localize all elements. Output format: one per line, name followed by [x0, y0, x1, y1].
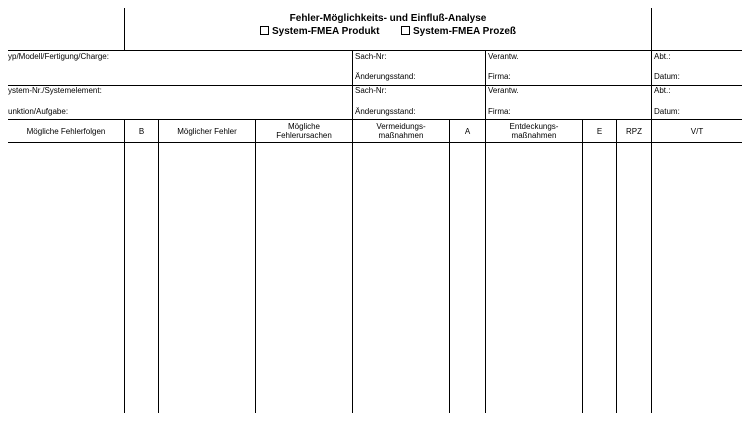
datum-label: Datum: — [654, 107, 680, 116]
sach-nr-field-2[interactable] — [353, 86, 486, 120]
sach-nr-field-1[interactable] — [353, 51, 486, 86]
col-header-rpz: RPZ — [617, 120, 652, 143]
verantw-label: Verantw. — [488, 52, 519, 61]
checkbox-prozess-label: System-FMEA Prozeß — [413, 26, 516, 37]
sach-nr-label: Sach-Nr: — [355, 52, 387, 61]
fmea-form — [8, 8, 742, 413]
col-header-ursachen: Mögliche Fehlerursachen — [256, 120, 353, 143]
col-header-e: E — [583, 120, 617, 143]
aenderungsstand-label: Änderungsstand: — [355, 72, 416, 81]
typ-modell-label: yp/Modell/Fertigung/Charge: — [8, 52, 109, 61]
firma-label: Firma: — [488, 72, 511, 81]
fmea-type-options — [125, 25, 651, 38]
body-vermeidung[interactable] — [353, 143, 450, 413]
checkbox-icon — [401, 26, 410, 35]
col-header-b: B — [125, 120, 159, 143]
title-cell — [125, 8, 652, 51]
checkbox-produkt[interactable] — [260, 26, 379, 37]
abt-label: Abt.: — [654, 52, 671, 61]
abt-field-1[interactable] — [652, 51, 742, 86]
checkbox-prozess[interactable] — [401, 26, 516, 37]
corner-cell-right — [652, 8, 742, 51]
firma-label: Firma: — [488, 107, 511, 116]
col-header-vt: V/T — [652, 120, 742, 143]
checkbox-icon — [260, 26, 269, 35]
typ-modell-field[interactable] — [8, 51, 353, 86]
body-b[interactable] — [125, 143, 159, 413]
body-e[interactable] — [583, 143, 617, 413]
col-header-a: A — [450, 120, 486, 143]
sach-nr-label: Sach-Nr: — [355, 86, 387, 95]
corner-cell-left — [8, 8, 125, 51]
body-vt[interactable] — [652, 143, 742, 413]
body-a[interactable] — [450, 143, 486, 413]
system-nr-label: ystem-Nr./Systemelement: — [8, 86, 102, 95]
funktion-label: unktion/Aufgabe: — [8, 107, 69, 116]
col-header-fehlerfolgen: Mögliche Fehlerfolgen — [8, 120, 125, 143]
body-rpz[interactable] — [617, 143, 652, 413]
checkbox-produkt-label: System-FMEA Produkt — [272, 26, 380, 37]
col-header-entdeckung: Entdeckungs-maßnahmen — [486, 120, 583, 143]
body-fehler[interactable] — [159, 143, 256, 413]
col-header-fehler: Möglicher Fehler — [159, 120, 256, 143]
datum-label: Datum: — [654, 72, 680, 81]
body-fehlerfolgen[interactable] — [8, 143, 125, 413]
verantw-field-2[interactable] — [486, 86, 652, 120]
abt-label: Abt.: — [654, 86, 671, 95]
abt-field-2[interactable] — [652, 86, 742, 120]
verantw-label: Verantw. — [488, 86, 519, 95]
aenderungsstand-label: Änderungsstand: — [355, 107, 416, 116]
body-ursachen[interactable] — [256, 143, 353, 413]
form-title: Fehler-Möglichkeits- und Einfluß-Analyse — [289, 13, 487, 24]
col-header-vermeidung: Vermeidungs-maßnahmen — [353, 120, 450, 143]
body-entdeckung[interactable] — [486, 143, 583, 413]
system-element-field[interactable] — [8, 86, 353, 120]
verantw-field-1[interactable] — [486, 51, 652, 86]
